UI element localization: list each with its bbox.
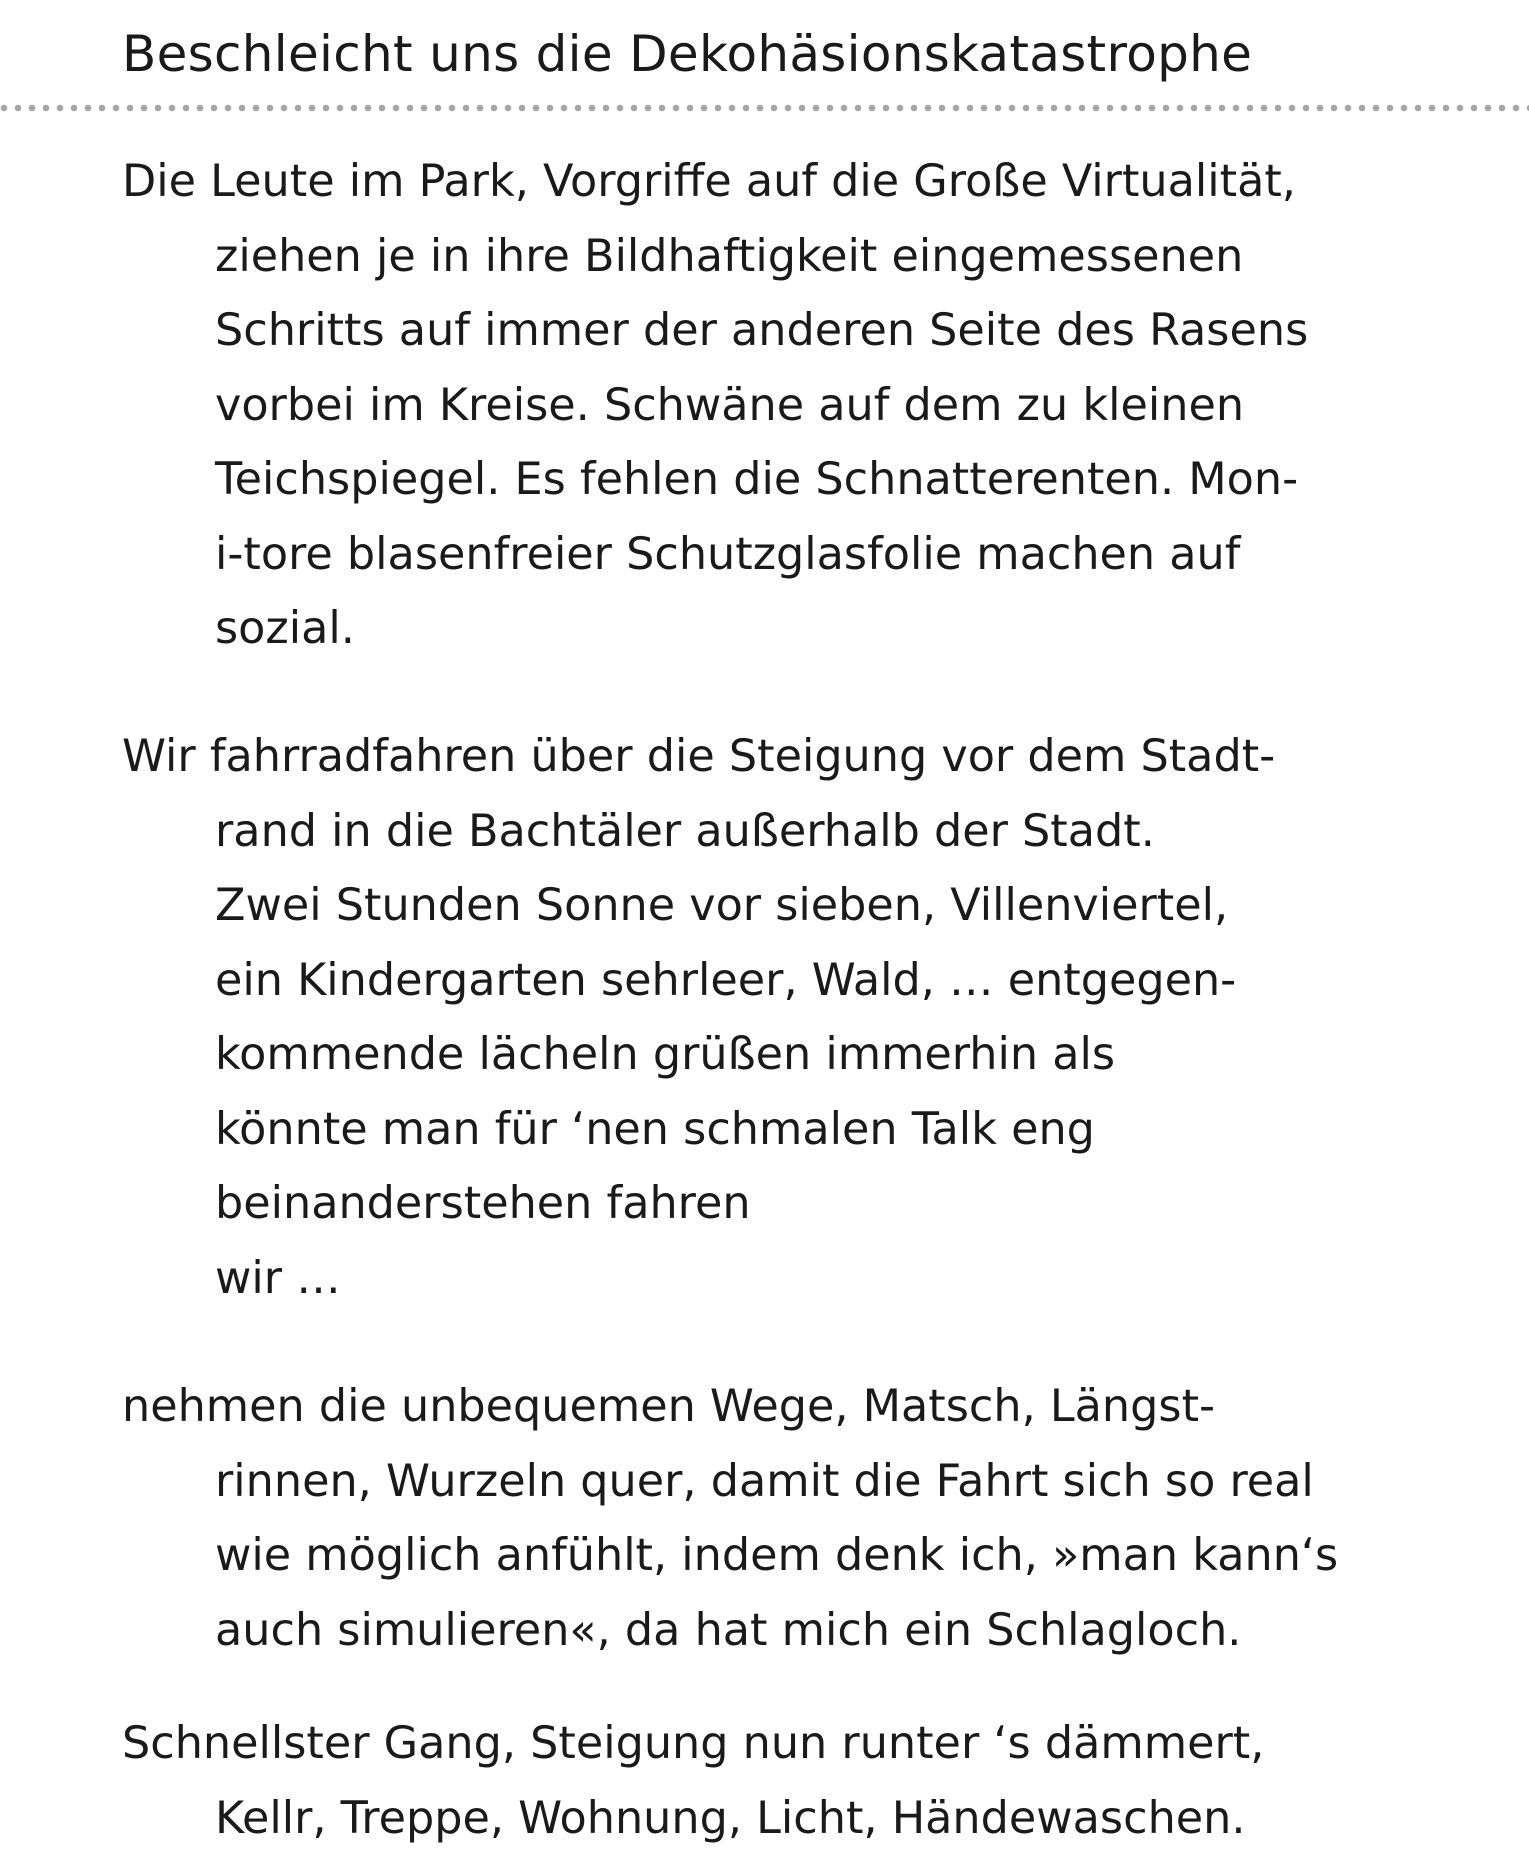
stanza-line: Zwei Stunden Sonne vor sieben, Villenviertel, xyxy=(215,880,1229,931)
stanza-line: wir … xyxy=(215,1252,341,1304)
stanza-line: Schnellster Gang, Steigung nun runter ‘s dämmert, xyxy=(122,1718,1265,1769)
poem-title: Beschleicht uns die Dekohäsionskatastrophe xyxy=(122,25,1253,83)
stanza-line: kommende lächeln grüßen immerhin als xyxy=(215,1029,1116,1080)
stanza-4 xyxy=(122,1707,1264,1856)
stanza-line: sozial. xyxy=(215,603,355,654)
stanza-3 xyxy=(122,1370,1338,1668)
stanza-2 xyxy=(122,720,1275,1316)
stanza-line: vorbei im Kreise. Schwäne auf dem zu kleinen xyxy=(215,379,1245,431)
stanza-line: ein Kindergarten sehrleer, Wald, … entgegen- xyxy=(215,954,1237,1006)
stanza-line: ziehen je in ihre Bildhaftigkeit eingemessenen xyxy=(215,230,1244,282)
stanza-1 xyxy=(122,145,1308,667)
stanza-line: beinanderstehen fahren xyxy=(215,1178,751,1229)
stanza-line: Teichspiegel. Es fehlen die Schnatterenten. Mon- xyxy=(215,454,1299,505)
dotted-divider xyxy=(0,104,1529,112)
stanza-line: wie möglich anfühlt, indem denk ich, »man kann‘s xyxy=(215,1530,1339,1581)
stanza-line: nehmen die unbequemen Wege, Matsch, Längst- xyxy=(122,1381,1216,1432)
stanza-line: rand in die Bachtäler außerhalb der Stadt. xyxy=(215,805,1155,857)
stanza-line: auch simulieren«, da hat mich ein Schlagloch. xyxy=(215,1604,1242,1656)
stanza-line: rinnen, Wurzeln quer, damit die Fahrt sich so real xyxy=(215,1455,1314,1507)
stanza-line: i-tore blasenfreier Schutzglasfolie machen auf xyxy=(215,528,1241,580)
stanza-line: Kellr, Treppe, Wohnung, Licht, Händewaschen. xyxy=(215,1792,1246,1844)
stanza-line: Die Leute im Park, Vorgriffe auf die Große Virtualität, xyxy=(122,156,1296,207)
stanza-line: könnte man für ‘nen schmalen Talk eng xyxy=(215,1103,1095,1155)
stanza-line: Schritts auf immer der anderen Seite des Rasens xyxy=(215,305,1309,356)
stanza-line: Wir fahrradfahren über die Steigung vor dem Stadt- xyxy=(122,731,1276,782)
